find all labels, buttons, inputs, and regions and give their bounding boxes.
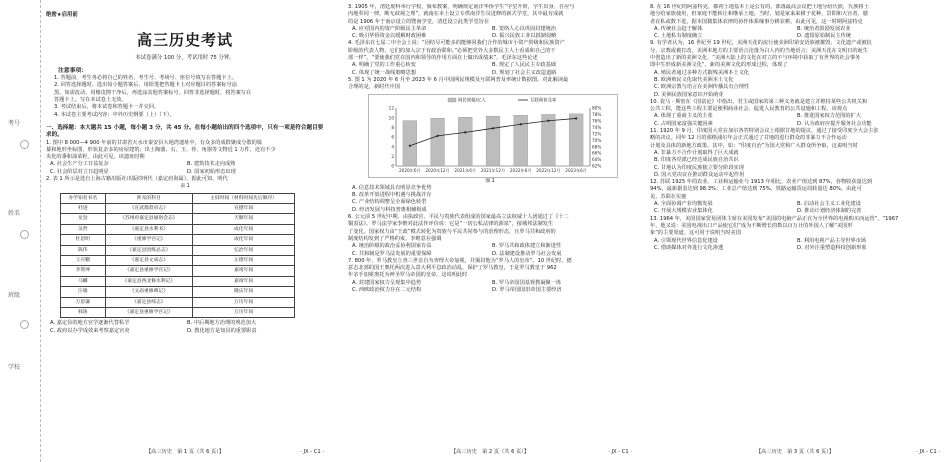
internet-users-chart (368, 94, 618, 178)
table-cell: 《嘉定县续志》 (105, 297, 193, 307)
notice-line: 3. 考试结束后，将本试卷和答题卡一并交回。 (54, 104, 160, 111)
question-11 (650, 128, 940, 179)
y-tick-label-right: 62% (592, 163, 602, 169)
question-text: 7. 800 年，罗马教皇立查三世亲自为查理大帝加冕，并颁封他为“罗马人的皇帝”。10 世纪时，德 (348, 257, 572, 264)
option-d: D. 遗留原始制民主传统 (797, 33, 851, 40)
question-text: 10. 瓷马 · 斯密在《国富论》中指出，君主或国家的第三种义务就是建立并维持某些公共机关和 (650, 98, 868, 105)
option-list (348, 243, 632, 258)
y-tick-label-left: 2 (391, 153, 394, 159)
binding-hole (20, 230, 29, 239)
option-c: C. 甘地认为印度民族独立要分阶段实现 (654, 164, 744, 171)
y-tick-label-right: 74% (592, 124, 602, 130)
question-text: 意志北部的国王奥托两次进入意大利平息政治动乱，保护了罗马教皇，于是罗马教皇于 962 (348, 265, 557, 272)
option-c: C. 产业结构调整呈全面绿色转型 (352, 199, 427, 206)
option-b: B. 统治者鼓励发展农业 (797, 25, 851, 32)
question-text: 铜表法》。罗马法学家李维对此法作评价说：它是“一切公私法律的源泉”，接城邦法制发生 (348, 221, 554, 228)
table-row (61, 245, 295, 255)
table-cell: 《苏州府嘉定县通俗会志》 (105, 214, 193, 224)
question-4 (348, 40, 632, 76)
question-text: 5. 图 1 为 2020 年 6 月至 2023 年 6 月中国网民规模及互联网普及率统计数据图。对此解读最 (348, 76, 569, 83)
question-text: 象”的主要渠道。这可用于说明当时美国 (650, 230, 741, 237)
table-row (61, 266, 295, 276)
question-text: 12. 苏联 1925 年的农业、工业和运输业与 1913 年相比，农业产值达到 87%，谷物收获量达到 (650, 179, 873, 186)
x-tick-label: 2020年12月 (425, 167, 450, 173)
question-6 (348, 214, 632, 258)
table-cell: 汪瑜 (61, 287, 106, 297)
option-list (348, 185, 632, 214)
figure-caption: 图 1 (485, 178, 495, 184)
page-footer (46, 449, 324, 456)
binding-label-name: 姓名 (8, 210, 21, 217)
table-header: 主诉时间（材料时间先后顺序） (193, 193, 295, 203)
table-row (61, 204, 295, 214)
table-cell: 吴哲 (61, 224, 106, 234)
table-row (61, 297, 295, 307)
bar (458, 117, 472, 166)
legend-label: 互联网普及率 (530, 98, 557, 104)
table-cell: 嘉靖年间 (193, 276, 295, 286)
binding-hole (20, 140, 29, 149)
option-a: A. 非暴力不合作计划取得了巨大成就 (654, 149, 739, 156)
question-text: 略的决议。同年 12 月的那格浦尔年会正式通过了甘地的进行群众的非暴力不合作运动 (650, 135, 847, 142)
table-cell: 杜进 (61, 204, 106, 214)
x-tick-label: 2021年12月 (480, 167, 506, 173)
option-d: D. 规划了社会主义改造道路 (492, 69, 557, 76)
option-a: A. 传统社会趋于解体 (654, 25, 703, 32)
option-list (348, 26, 632, 41)
question-text: 的是 1906 年于南京设立的暨南学堂。清廷设立此类学堂旨在 (348, 18, 490, 25)
table-cell: 弘治年间 (193, 245, 295, 255)
table-cell: 正德年间 (193, 255, 295, 265)
footer-code: · JX - C1 · (300, 448, 324, 455)
option-a: A. 信息技术领域具有明显竞争优势 (352, 184, 432, 191)
option-d: D. 对外注重塑造科技创新形象 (797, 244, 867, 251)
table-cell: 万历年间 (193, 297, 295, 307)
question-12 (650, 179, 940, 215)
chart-svg (368, 94, 618, 178)
question-text: 1. 图中 8 000—4 900 年前的甘肃省天水市秦安县大地湾遗址中，有众多的成群聚成分散的篇 (46, 139, 262, 146)
question-text: 了变化。国家权力由“王政”模式转化为贵族与平民共同参与的治理形态，且罗马共和政府的 (348, 228, 556, 235)
option-b: B. 罗马共和政体建立和渐进性 (492, 243, 562, 250)
question-text: 制度结构发到了严格约束。李维意在强调 (348, 235, 442, 242)
option-list (650, 70, 940, 99)
x-tick-label: 2022年12月 (536, 167, 561, 173)
y-tick-label-right: 72% (592, 130, 602, 136)
notice-line: 黑。如需改动，用橡皮擦干净后，再选涂其他答案标号。回答非选择题时，将答案写在 (54, 89, 252, 96)
y-tick-label-left: 4 (391, 143, 394, 149)
table-row (61, 287, 295, 297)
option-a: A. 体现了重商主义的主张 (654, 113, 713, 120)
x-tick-label: 2021年6月 (454, 167, 477, 173)
table-row (61, 235, 295, 245)
question-3 (348, 4, 632, 40)
question-13 (650, 216, 940, 252)
option-d: D. 罗马帝国国旧帝国主要经济 (492, 287, 562, 294)
option-b: B. 中后期地方治理的规范加大 (187, 320, 257, 327)
option-c: C. 西欧政治权力存在二元结构 (352, 287, 422, 294)
option-a: A. 全面协调产业均衡发展 (654, 201, 713, 208)
table-cell: 成化年间 (193, 235, 295, 245)
secret-mark: 绝密★启用前 (46, 12, 78, 18)
bar (431, 118, 445, 166)
option-list (348, 280, 632, 295)
footer-page-label: 【高三历史 第 3 页（共 6 页）】 (755, 448, 835, 455)
question-text: 4. 毛泽东在七届二中全会上说：“因结尽可能多的能够同我们合作的城市小资产阶级和民族资产 (348, 40, 565, 47)
table-cell: 《文庙重修碑记》 (105, 287, 193, 297)
y-tick-label-right: 70% (592, 137, 602, 143)
option-list (650, 113, 940, 128)
option-a: A. 封建国家权力呈现集中趋势 (352, 279, 422, 286)
x-tick-label: 2023年6月 (565, 167, 587, 173)
question-10 (650, 99, 940, 128)
option-b: B. 启动社会主义工业化建设 (797, 201, 861, 208)
y-tick-label-left: 12 (388, 105, 394, 111)
footer-code: · JX - C1 · (916, 448, 940, 455)
option-d: D. 国家初始形态出现 (187, 168, 236, 175)
question-text: 计划及具体的新地方政策。其中，如：“印度自治”为国大党和广大群众所争取，这说明当时 (650, 142, 858, 149)
question-text: 阶级的代表人物，它们的加入宗于有政治联和。”必须把党外大多数民主人士看成和自己的干 (348, 47, 556, 54)
bar (486, 116, 500, 166)
y-tick-label-right: 80% (592, 105, 602, 111)
line-point (520, 123, 522, 125)
y-tick-label-right: 76% (592, 118, 602, 124)
question-text: 94%，最新据表达到 98.3%；工业总产值达到 75%，铁路运输货运周转量达 80%。由此可 (650, 186, 862, 193)
option-c: C. 占明国家富强关键因素 (654, 120, 713, 127)
question-text: 中创造出了新的美洲文化，“美洲大陆上的文化在对立的不与环境中获取了有世界的社会事务 (650, 55, 861, 62)
binding-label-exam-number: 考号 (8, 120, 21, 127)
option-c: C. 欧洲宗教与语言在美洲传播具有合理性 (654, 84, 750, 91)
option-b: B. 推进国家权力范围的扩大 (797, 113, 861, 120)
question-text: 幕和地形坐标图，形状复杂多的房屋建筑；出土陶器、石、玉、骨、角器等文物近 1 万件，还有不少 (46, 146, 276, 153)
table-cell: 天顺年间 (193, 214, 295, 224)
binding-strip (0, 0, 41, 462)
bar (569, 113, 583, 165)
question-text: 3. 1905 年，清廷废科举行学校，颁布教案，明确规定南洋华侨学生“学堂升阶，学生出身，自应与 (348, 4, 575, 10)
question-text: 公共工程，能这些工程主要是便利商业社会、促进人民教育的公共设施和工程。该观点 (650, 106, 848, 113)
option-b: B. 规定了人民民主专政基础 (492, 62, 556, 69)
notice-list (46, 75, 324, 119)
binding-label-school: 学校 (8, 364, 21, 371)
table-cell: 隆庆年间 (193, 287, 295, 297)
option-c: C. 社会阶层对立日趋明显 (50, 168, 109, 175)
page-footer (650, 449, 940, 456)
notice-line: 2. 回答选择题时，选出每小题答案后，用铅笔把答题卡上对应题目的答案标号涂 (54, 82, 237, 89)
line-point (436, 134, 438, 136)
option-d: D. 经济发展与科技普惠相辅相成 (352, 206, 427, 213)
option-a: A. 殖民者通过多种方式摧残美洲本土文化 (654, 69, 749, 76)
section-heading: 一、选择题：本大题共 15 小题，每小题 3 分，共 45 分。在每小题给出的四个选项中，只有一项是符合题目要求的。 (46, 124, 324, 139)
option-d: D. 美洲民族国家意识开始萌芽 (654, 91, 724, 98)
table-cell: 《嘉定县重修学宫记》 (105, 266, 193, 276)
exam-subtitle: 本试卷满分 100 分，考试用时 75 分钟。 (135, 54, 235, 61)
exam-title: 高三历史考试 (136, 31, 233, 50)
bar (403, 120, 417, 165)
question-text: 年，他又说：美国电视出口产品使它们“成为不断增长的数以百万计的外国人了解“美国形 (650, 222, 853, 229)
table-caption: 表 1 (180, 184, 190, 190)
x-tick-label: 2020年6月 (399, 167, 421, 173)
question-text: 6. 公元前 5 世纪中期，由执政官、平民与贵族代表组成的国家最高立法权威十人团通过了《十二 (348, 214, 569, 221)
option-c: C. 借助媒体对外进行文化渗透 (654, 244, 724, 251)
page-1 (46, 4, 324, 458)
option-a: A. 明确了党的工作重心转变 (352, 62, 416, 69)
table-row (61, 214, 295, 224)
option-c: C. 体现了统一战线策略思想 (352, 69, 416, 76)
question-8 (650, 4, 940, 40)
option-c: C. 吸引华侨资金以缓解财政困难 (352, 33, 427, 40)
table-cell: 马麟 (61, 276, 106, 286)
table-row (61, 276, 295, 286)
question-text: 11. 1920 年 9 月，印度国大党在加尔各答特别会议上根据甘地的提议，通过了接受印度全大会主张 (650, 128, 879, 135)
table-cell: 《宣武都督府志》 (105, 204, 193, 214)
question-text: 夹化的黍和油菜籽。由此可见，该遗址时期 (46, 154, 145, 161)
option-c: C. 土地私有制度确立 (654, 33, 703, 40)
option-list (46, 161, 324, 176)
question-2 (46, 176, 324, 335)
question-1 (46, 140, 324, 176)
option-a: A. 引领现代世界信息化建设 (654, 237, 718, 244)
table-cell: 成化年间 (193, 224, 295, 234)
option-b: B. 改革开放进程中机遇与挑战并存 (352, 192, 432, 199)
question-text: 部一样”，“要使我们党在国内和领导的作用方面在上做出成绩来”，毛泽东这些论述 (348, 55, 538, 62)
x-tick-label: 2022年6月 (509, 167, 532, 173)
footer-code: · JX - C1 · (608, 448, 632, 455)
table-row (61, 224, 295, 234)
question-text: 分，宗教或被打改，美洲本地方的主要语言沦落为白人内的当地语言；美洲天花在文明日的诞生 (650, 47, 868, 54)
y-tick-label-left: 0 (391, 163, 394, 169)
bar (542, 114, 556, 166)
option-d: D. 推动计划经济体制的完善 (797, 208, 862, 215)
notice-line: 1. 答题前，考生务必将自己的姓名、考生号、考场号、座位号填写在答题卡上。 (54, 75, 237, 82)
table-cell: 龙登 (61, 214, 106, 224)
question-text: 即中生形成新美洲文化”，新的美洲文化的形成过程，体现了 (650, 62, 788, 69)
table-cell: 《嘉定县水利书》 (105, 224, 193, 234)
line-point (464, 131, 466, 133)
option-c: C. 共和制是罗马法发展的重要保障 (352, 250, 432, 257)
y-tick-label-right: 66% (592, 150, 602, 156)
table-1 (60, 193, 295, 319)
option-list (650, 150, 940, 179)
question-5 (348, 77, 632, 214)
option-a: A. 统治阶级的政治妥协利国家有益 (352, 243, 432, 250)
y-tick-label-left: 6 (391, 134, 394, 140)
option-b: B. 印度各党派已经达成民族自治共识 (654, 157, 739, 164)
option-b: B. 建筑技术走向成熟 (187, 161, 236, 168)
y-tick-label-left: 8 (391, 124, 394, 130)
table-cell: 韩浚 (61, 307, 106, 317)
legend-swatch-bar (448, 98, 456, 102)
notice-heading: 注意事项： (58, 67, 87, 74)
table-header: 办学知名书名 (61, 193, 106, 203)
bar (514, 115, 528, 166)
option-c: C. 政府以办学成效来考察嘉定官吏 (50, 327, 130, 334)
option-a: A. 社会生产分工日益复杂 (50, 161, 109, 168)
question-7 (348, 258, 632, 294)
option-d: D. 教化地方是知县的重要职责 (187, 327, 257, 334)
option-a: A. 应对国内的资产阶级民主革命 (352, 25, 427, 32)
option-b: B. 罗马帝国国基督教凝聚一体 (492, 279, 562, 286)
question-text: 内地奉同一律，断无歧视之理”，就南在本土设立专供南洋生员进修的新式学堂，其中最有成就 (348, 11, 564, 18)
table-cell: 杜恩明 (61, 235, 106, 245)
footer-page-label: 【高三历史 第 2 页（共 6 页）】 (450, 448, 530, 455)
table-cell: 李资坤 (61, 266, 106, 276)
table-cell: 王应鹏 (61, 255, 106, 265)
page-2 (348, 4, 632, 458)
page-footer (348, 449, 632, 456)
table-header: 涉及的科目 (105, 193, 193, 203)
option-list (46, 320, 324, 335)
footer-page-label: 【高三历史 第 1 页（共 6 页）】 (145, 448, 225, 455)
question-text: 合理的是，新时代中国 (348, 84, 400, 91)
option-list (348, 62, 632, 77)
question-text: 9. 有学者认为，16 世纪至 19 世纪，美洲天花的流行使美洲印第安语族被摧毁，文化遗产或被抗 (650, 40, 872, 47)
line-point (575, 117, 577, 119)
option-d: D. 法制建设推动罗马社会发展 (492, 250, 562, 257)
y-tick-label-right: 78% (592, 111, 602, 117)
table-row (61, 255, 295, 265)
question-text: 见，苏联在实施 (650, 193, 687, 200)
table-cell: 嘉靖年间 (193, 266, 295, 276)
question-text: 地分给家族使用，但家庭不能转让和继承土地。当时，划是家来来耕子花种，景阳和大宫者、膳 (650, 11, 868, 18)
table-cell: 陈伟 (61, 245, 106, 255)
y-tick-label-right: 68% (592, 143, 602, 149)
question-text: 者在私或数下进，据本国微集体农律的协作体系缘事分耕农耕。由此可见，这一时期阿兹特克 (650, 18, 863, 25)
option-d: D. 国大党决议在推动群众运动中起作用 (654, 171, 745, 178)
table-cell: 万历年间 (193, 307, 295, 317)
table-body (61, 204, 295, 318)
page-3 (650, 4, 940, 458)
option-list (650, 238, 940, 253)
table-cell: 宣德年间 (193, 204, 295, 214)
table-cell: 《嘉定县西北修水利记》 (105, 276, 193, 286)
option-d: D. 认为政府应提升服务社会功能 (797, 120, 872, 127)
y-tick-label-left: 10 (388, 114, 394, 120)
line-point (409, 144, 411, 146)
table-cell: 《重修学宫记》 (105, 235, 193, 245)
legend-label: 网民规模/亿人 (458, 98, 486, 104)
table-cell: 《嘉定县重修学宫记》 (105, 307, 193, 317)
notice-line: 答题卡上。写在本试卷上无效。 (54, 97, 127, 104)
option-list (650, 201, 940, 216)
y-tick-label-right: 64% (592, 156, 602, 162)
notice-line: 4. 本试卷主要考试内容：中外历史纲要（上）（下）。 (54, 111, 175, 118)
binding-hole (20, 320, 29, 329)
line-point (492, 127, 494, 129)
question-text: 2. 表 1 所示是选自上海古籍出版社出版的明代（嘉定府海属）。据此可知，明代 (46, 176, 228, 183)
option-b: B. 笼络人心以巩固封建统治 (492, 25, 556, 32)
option-list (650, 26, 940, 41)
question-9 (650, 40, 940, 98)
option-b: B. 利用电视产品主导世界市场 (797, 237, 867, 244)
line-point (547, 119, 549, 121)
option-b: B. 欧洲殖民文化取代美洲本土文化 (654, 76, 734, 83)
question-text: 年亲手加冕奥托为神圣罗马帝国的皇帝。这说明此时 (348, 272, 468, 279)
table-cell: 万思谦 (61, 297, 106, 307)
question-text: 8. 在 16 世纪的阿兹特克，都初土地基本上是公有的，部落最高会议把土地分给氏族，氏族将土 (650, 4, 869, 10)
table-cell: 《嘉定县文成志》 (105, 255, 193, 265)
question-text: 13. 1964 年，美国国家贸易团体主席在美国发布“美国的电脑产品正在为全世界的电视购买而运营”，“1967 (650, 215, 899, 222)
binding-label-class: 班级 (8, 292, 21, 299)
table-cell: 《嘉定县团练总志》 (105, 245, 193, 255)
option-d: D. 振兴民族工业以抵制侵略 (492, 33, 557, 40)
table-row (61, 307, 295, 317)
option-a: A. 嘉定县的地方官学逐渐代替私学 (50, 320, 130, 327)
option-c: C. 开展大规模农业集体化 (654, 208, 713, 215)
